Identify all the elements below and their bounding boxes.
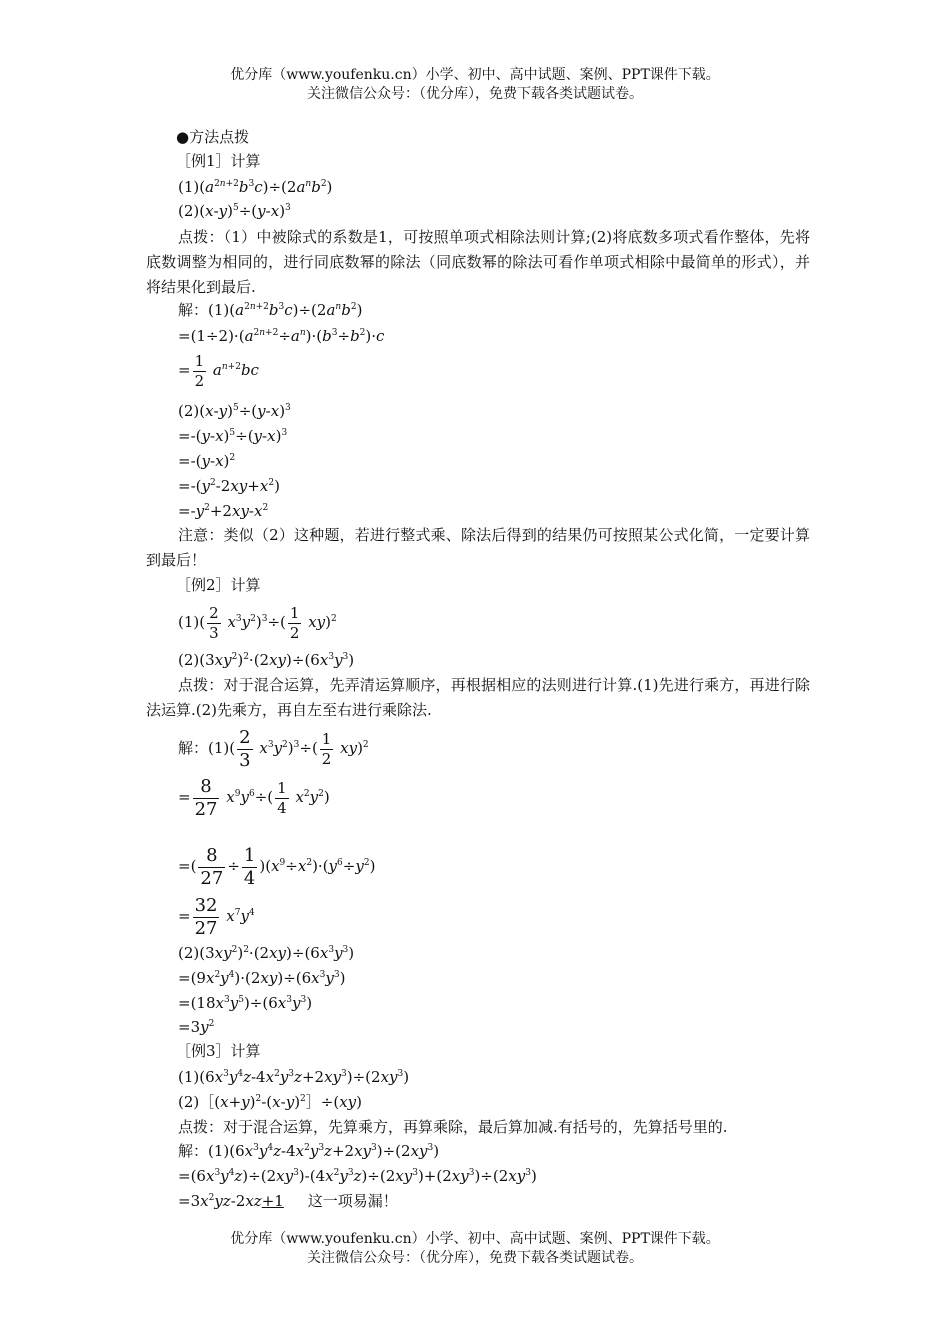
ex1-problem-2: $(2)(x-y)^5\div(y-x)^3$ [178,202,291,220]
ex2-step-1: = $\frac{8}{27}$ $x^9y^6\div$( $\frac{1}{4}$ $x^2y^2$) [178,775,330,820]
ex1-step-6: $=-y^2+2xy-x^2$ [178,502,269,520]
ex2-step-5: $=(18x^3y^5)\div(6x^3y^3)$ [178,994,313,1012]
header-line-1: 优分库（www.youfenku.cn）小学、初中、高中试题、案例、PPT课件下载。 [230,67,720,83]
footer-line-2: 关注微信公众号：（优分库），免费下载各类试题试卷。 [307,1250,643,1266]
ex3-tip: 点拨：对于混合运算，先算乘方，再算乘除，最后算加减.有括号的，先算括号里的. [178,1118,728,1136]
ex3-problem-2: $(2)[(x+y)^2-(x-y)^2]\div(xy)$ [178,1093,362,1111]
ex1-step-2: = $\frac{1}{2}$ $a^{n+2}bc$ [178,351,259,390]
fraction-one-half: $\frac{1}{2}$ [194,351,205,390]
ex2-problem-2: $(2)(3xy^2)^2\cdot(2xy)\div(6x^3y^3)$ [178,651,355,669]
footer-line-1: 优分库（www.youfenku.cn）小学、初中、高中试题、案例、PPT课件下载。 [230,1231,720,1247]
section-title: ●方法点拨 [176,128,250,146]
ex1-solution-1: 解：$(1)(a^{2n+2}b^3c)\div(2a^nb^2)$ [178,301,363,319]
solution-label: 解： [178,301,209,319]
ex2-step-3: = $\frac{32}{27}$ $x^7y^4$ [178,894,255,939]
ex2-tip: 点拨：对于混合运算，先弄清运算顺序，再根据相应的法则进行计算.(1)先进行乘方，再进行除法运算.(2)先乘方，再自左至右进行乘除法. [146,676,810,719]
solution-label: 解： [178,739,209,757]
ex1-step-5: $=-(y^2-2xy+x^2)$ [178,477,280,495]
example-3-title: ［例3］计算 [176,1042,261,1060]
ex3-remark: 这一项易漏！ [307,1192,398,1210]
ex2-step-4: $=(9x^2y^4)\cdot(2xy)\div(6x^3y^3)$ [178,969,346,987]
header-line-2: 关注微信公众号：（优分库），免费下载各类试题试卷。 [307,86,643,102]
page-header [0,66,950,104]
ex1-step-3: $=-(y-x)^5\div(y-x)^3$ [178,427,288,445]
ex1-tip: 点拨：（1）中被除式的系数是1，可按照单项式相除法则计算;(2)将底数多项式看作整体，先将底数调整为相同的，进行同底数幂的除法（同底数幂的除法可看作单项式相除中最简单的形式），并将结果化到最后. [146,228,810,296]
example-1-title: ［例1］计算 [176,152,261,170]
ex2-solution-1: 解：(1)( $\frac{2}{3}$ $x^3y^2)^3\div$( $\frac{1}{2}$ xy)$^2$ [178,726,369,771]
ex2-step-2: =( $\frac{8}{27}$ ÷ $\frac{1}{4}$ )$(x^9\div x^2)\cdot(y^6\div y^2)$ [178,844,376,889]
ex3-problem-1: $(1)(6x^3y^4z-4x^2y^3z+2xy^3)\div(2xy^3)$ [178,1068,410,1086]
ex2-step-6: $=3y^2$ [178,1018,215,1036]
ex1-problem-1: $(1)(a^{2n+2}b^3c)\div(2a^nb^2)$ [178,178,333,196]
page-footer [0,1230,950,1268]
ex3-step-1: $=(6x^3y^4z)\div(2xy^3)-(4x^2y^3z)\div(2xy^3)+(2xy^3)\div(2xy^3)$ [178,1167,537,1185]
ex1-note: 注意：类似（2）这种题，若进行整式乘、除法后得到的结果仍可按照某公式化简，一定要计算到最后！ [146,526,810,569]
solution-label: 解： [178,1142,209,1160]
ex1-solution-2: $(2)(x-y)^5\div(y-x)^3$ [178,402,291,420]
ex2-solution-2: $(2)(3xy^2)^2\cdot(2xy)\div(6x^3y^3)$ [178,944,355,962]
example-2-title: ［例2］计算 [176,576,261,594]
ex1-step-1: $=(1\div 2)\cdot(a^{2n+2}\div a^n)\cdot(b^3\div b^2)\cdot c$ [178,327,385,345]
ex1-step-4: $=-(y-x)^2$ [178,452,236,470]
ex2-problem-1: (1)( $\frac{2}{3}$ $x^3y^2)^3\div$( $\frac{1}{2}$ xy)$^2$ [178,603,337,642]
ex3-step-2: $=3x^2yz-2xz+1$ 这一项易漏！ [178,1192,398,1210]
ex3-solution-1: 解：$(1)(6x^3y^4z-4x^2y^3z+2xy^3)\div(2xy^3)$ [178,1142,440,1160]
